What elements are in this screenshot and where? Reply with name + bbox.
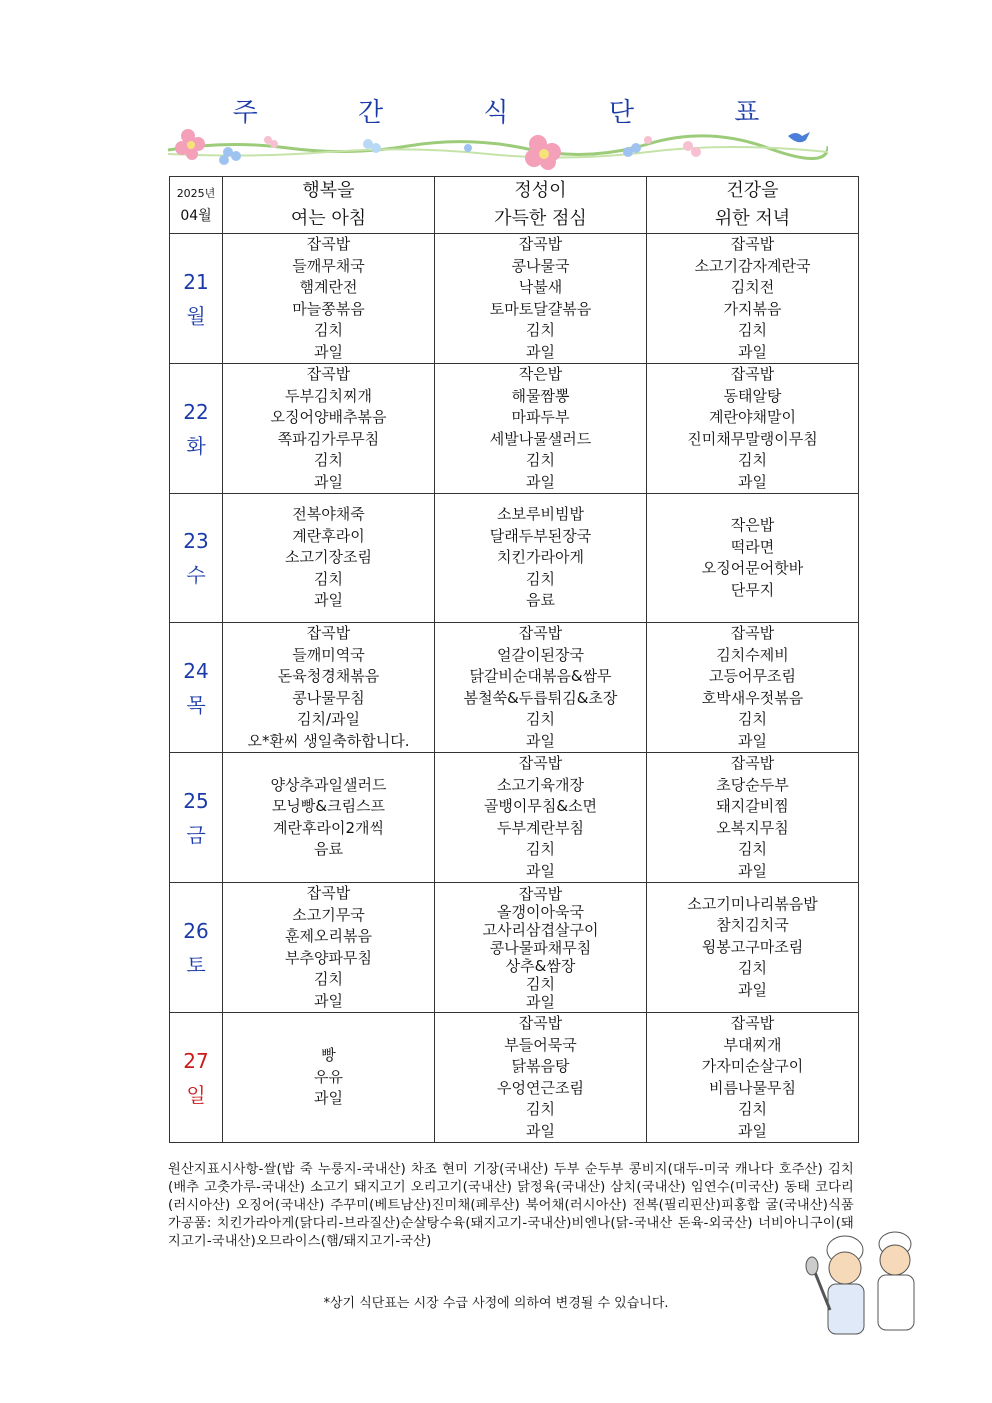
menu-item: 우엉연근조림 — [497, 1078, 584, 1097]
day-weekday: 금 — [186, 822, 206, 847]
menu-item: 김치 — [526, 710, 555, 728]
menu-item: 김치/과일 — [296, 710, 360, 728]
menu-item: 과일 — [314, 591, 343, 610]
day-label-cell — [170, 623, 223, 753]
breakfast-header: 행복을 여는 아침 — [223, 177, 435, 234]
menu-item: 올갱이아욱국 — [497, 902, 584, 921]
menu-item: 작은밥 — [730, 516, 775, 534]
breakfast-cell — [223, 494, 435, 623]
menu-item: 김치 — [738, 840, 767, 858]
menu-item: 김치 — [738, 710, 767, 728]
menu-item: 김치 — [526, 974, 555, 993]
menu-item: 고등어무조림 — [709, 667, 796, 685]
menu-item: 모닝빵&크림스프 — [271, 797, 386, 815]
day-row — [170, 753, 859, 883]
menu-item: 소고기무국 — [292, 905, 365, 924]
menu-item: 달래두부된장국 — [489, 526, 592, 545]
menu-item: 음료 — [526, 591, 555, 610]
menu-item: 김치 — [314, 321, 343, 339]
menu-item: 잡곡밥 — [518, 884, 563, 903]
menu-item: 김치 — [738, 321, 767, 339]
lunch-cell — [435, 753, 647, 883]
menu-item: 윙봉고구마조림 — [701, 937, 804, 956]
menu-item: 김치 — [526, 840, 555, 858]
menu-item: 잡곡밥 — [518, 624, 563, 642]
menu-item: 들깨무채국 — [292, 256, 365, 275]
lunch-cell — [435, 364, 647, 494]
menu-item: 부들어묵국 — [504, 1035, 577, 1054]
menu-item: 잡곡밥 — [730, 1014, 775, 1032]
menu-item: 과일 — [738, 861, 767, 880]
menu-item: 음료 — [314, 840, 343, 858]
change-notice: *상기 식단표는 시장 수급 사정에 의하여 변경될 수 있습니다. — [323, 1296, 669, 1311]
day-date: 25 — [183, 788, 209, 813]
day-date: 21 — [183, 269, 209, 294]
lunch-cell — [435, 494, 647, 623]
menu-item: 햄계란전 — [299, 278, 358, 296]
menu-item: 세발나물샐러드 — [489, 429, 592, 448]
day-weekday: 일 — [186, 1082, 206, 1107]
breakfast-cell — [223, 623, 435, 753]
menu-item: 과일 — [738, 342, 767, 361]
day-label-cell — [170, 364, 223, 494]
year-label: 2025년 — [176, 187, 216, 200]
menu-item: 훈제오리볶음 — [285, 927, 372, 945]
menu-item: 콩나물파채무침 — [489, 938, 592, 957]
menu-item: 오징어문어핫바 — [701, 559, 804, 577]
day-date: 26 — [183, 918, 209, 943]
day-row — [170, 494, 859, 623]
day-weekday: 월 — [186, 303, 206, 328]
menu-item: 소고기감자계란국 — [694, 256, 811, 275]
page-title: 주 간 식 단 표 — [232, 98, 806, 128]
dinner-cell — [647, 1013, 859, 1143]
day-label-cell — [170, 234, 223, 364]
menu-item: 부대찌개 — [723, 1035, 782, 1054]
menu-item: 두부김치찌개 — [285, 386, 372, 405]
menu-item: 전복야채죽 — [292, 505, 365, 524]
day-row — [170, 883, 859, 1013]
dinner-cell — [647, 883, 859, 1013]
menu-item: 닭볶음탕 — [511, 1057, 570, 1075]
menu-item: 과일 — [738, 731, 767, 750]
menu-item: 초당순두부 — [716, 775, 789, 794]
menu-item: 단무지 — [730, 580, 775, 599]
menu-item: 김치 — [526, 569, 555, 588]
menu-item: 골뱅이무침&소면 — [483, 797, 598, 815]
menu-item: 진미채무말랭이무침 — [687, 429, 818, 448]
menu-item: 김치 — [314, 451, 343, 469]
day-row — [170, 364, 859, 494]
menu-item: 호박새우젓볶음 — [701, 688, 804, 707]
lunch-cell — [435, 623, 647, 753]
dinner-header: 건강을 위한 저녁 — [647, 177, 859, 234]
day-rows — [170, 234, 859, 1143]
menu-item: 과일 — [738, 472, 767, 491]
menu-item: 소고기육개장 — [497, 775, 584, 794]
menu-item: 가지볶음 — [723, 299, 782, 318]
menu-item: 닭갈비순대볶음&쌈무 — [469, 667, 612, 685]
menu-item: 김치 — [314, 569, 343, 588]
menu-item: 콩나물무침 — [292, 688, 365, 707]
menu-item: 과일 — [526, 861, 555, 880]
day-label-cell — [170, 753, 223, 883]
menu-item: 양상추과일샐러드 — [270, 775, 387, 794]
day-weekday: 목 — [186, 692, 206, 717]
menu-item: 우유 — [314, 1067, 343, 1086]
day-date: 22 — [183, 399, 209, 424]
day-row — [170, 234, 859, 364]
dinner-cell — [647, 494, 859, 623]
menu-item: 과일 — [314, 342, 343, 361]
day-date: 24 — [183, 658, 209, 683]
menu-item: 과일 — [738, 1121, 767, 1140]
menu-item: 작은밥 — [518, 365, 563, 383]
menu-item: 오징어양배추볶음 — [270, 408, 387, 426]
header-row — [170, 177, 859, 234]
breakfast-cell — [223, 753, 435, 883]
menu-item: 과일 — [526, 1121, 555, 1140]
menu-item: 잡곡밥 — [518, 754, 563, 772]
menu-item: 봄철쑥&두릅튀김&초장 — [463, 688, 618, 707]
menu-item: 빵 — [321, 1046, 336, 1065]
menu-item: 소고기장조림 — [285, 548, 372, 567]
menu-item: 김치수제비 — [716, 645, 789, 664]
menu-item: 낙불새 — [518, 278, 563, 296]
menu-item: 비름나물무침 — [709, 1078, 796, 1097]
menu-item: 계란후라이 — [292, 526, 365, 545]
menu-item: 부추양파무침 — [285, 948, 372, 967]
menu-item: 동태알탕 — [723, 386, 782, 405]
origin-notice: 원산지표시사항-쌀(밥 죽 누룽지-국내산) 차조 현미 기장(국내산) 두부 순두부 콩비지(대두-미국 캐나다 호주산) 김치(배추 고춧가루-국내산) 소고기 돼지고기 오리고기(국내산) 닭정육(국내산) 삼치(국내산) 임연수(미국산) 동태 코다리(러시아산) 오징어(국내산) 주꾸미(베트남산)진미채(페루산) 북어채(러시아산) 전복(필리핀산)피홍합 굴(국내산)식품가공품: 치킨가라아게(닭다리-브라질산)순살탕수육(돼지고기-국내산)비엔나(닭-국내산 돈육-외국산) 너비아니구이(돼지고기-국내산)오므라이스(햄/돼지고기-국산) — [168, 1162, 854, 1249]
menu-item: 얼갈이된장국 — [497, 645, 584, 664]
menu-item: 들깨미역국 — [292, 645, 365, 664]
menu-item: 잡곡밥 — [730, 365, 775, 383]
menu-item: 잡곡밥 — [518, 235, 563, 253]
menu-item: 참치김치국 — [716, 916, 789, 935]
menu-item: 해물짬뽕 — [511, 386, 570, 405]
breakfast-cell — [223, 883, 435, 1013]
weekly-menu-table — [169, 176, 859, 1143]
dinner-cell — [647, 234, 859, 364]
menu-item: 김치전 — [730, 278, 775, 296]
menu-item: 돼지갈비찜 — [716, 797, 789, 815]
day-row — [170, 1013, 859, 1143]
menu-item: 콩나물국 — [511, 256, 570, 275]
menu-item: 잡곡밥 — [306, 884, 351, 902]
menu-item: 김치 — [738, 451, 767, 469]
chef-illustration — [800, 1210, 940, 1350]
day-label-cell — [170, 1013, 223, 1143]
menu-item: 과일 — [314, 472, 343, 491]
menu-item: 김치 — [526, 1100, 555, 1118]
menu-item: 마파두부 — [511, 408, 570, 426]
menu-item: 잡곡밥 — [306, 365, 351, 383]
menu-item: 잡곡밥 — [518, 1014, 563, 1032]
menu-item: 과일 — [314, 991, 343, 1010]
menu-item: 잡곡밥 — [306, 235, 351, 253]
menu-item: 쪽파김가루무침 — [277, 429, 380, 448]
menu-item: 오*환씨 생일축하합니다. — [247, 731, 410, 750]
day-label-cell — [170, 883, 223, 1013]
menu-item: 과일 — [526, 992, 555, 1011]
menu-item: 잡곡밥 — [730, 754, 775, 772]
year-month-cell — [170, 177, 223, 234]
dinner-cell — [647, 623, 859, 753]
menu-item: 계란후라이2개씩 — [273, 818, 384, 837]
menu-item: 과일 — [526, 731, 555, 750]
menu-item: 고사리삼겹살구이 — [482, 920, 599, 939]
day-weekday: 수 — [186, 563, 206, 587]
day-weekday: 토 — [186, 952, 206, 977]
lunch-cell — [435, 1013, 647, 1143]
menu-item: 가자미순살구이 — [701, 1057, 804, 1075]
menu-item: 계란야채말이 — [709, 408, 796, 426]
menu-item: 상추&쌈장 — [505, 956, 576, 975]
breakfast-cell — [223, 234, 435, 364]
lunch-cell — [435, 883, 647, 1013]
menu-item: 과일 — [738, 980, 767, 999]
menu-item: 소고기미나리볶음밥 — [687, 894, 818, 913]
menu-item: 김치 — [738, 959, 767, 978]
menu-item: 소보루비빔밥 — [497, 505, 584, 524]
dinner-cell — [647, 753, 859, 883]
lunch-header: 정성이 가득한 점심 — [435, 177, 647, 234]
lunch-cell — [435, 234, 647, 364]
menu-item: 두부계란부침 — [497, 818, 584, 837]
menu-item: 토마토달걀볶음 — [489, 299, 592, 318]
menu-item: 김치 — [314, 970, 343, 988]
breakfast-cell — [223, 1013, 435, 1143]
menu-item: 치킨가라아게 — [497, 548, 584, 567]
menu-item: 잡곡밥 — [306, 624, 351, 642]
day-date: 27 — [183, 1048, 209, 1073]
breakfast-cell — [223, 364, 435, 494]
menu-item: 마늘쫑볶음 — [292, 299, 365, 318]
menu-item: 오복지무침 — [716, 818, 789, 837]
menu-item: 김치 — [738, 1100, 767, 1118]
day-date: 23 — [183, 529, 209, 553]
menu-item: 김치 — [526, 321, 555, 339]
day-label-cell — [170, 494, 223, 623]
menu-item: 잡곡밥 — [730, 235, 775, 253]
menu-item: 떡라면 — [730, 537, 775, 556]
menu-item: 돈육청경채볶음 — [277, 667, 380, 685]
day-row — [170, 623, 859, 753]
menu-item: 과일 — [526, 342, 555, 361]
flower-banner-decoration — [168, 122, 828, 172]
menu-item: 과일 — [526, 472, 555, 491]
dinner-cell — [647, 364, 859, 494]
menu-item: 김치 — [526, 451, 555, 469]
month-label: 04월 — [180, 208, 212, 224]
menu-item: 잡곡밥 — [730, 624, 775, 642]
day-weekday: 화 — [186, 433, 206, 458]
menu-item: 과일 — [314, 1089, 343, 1108]
